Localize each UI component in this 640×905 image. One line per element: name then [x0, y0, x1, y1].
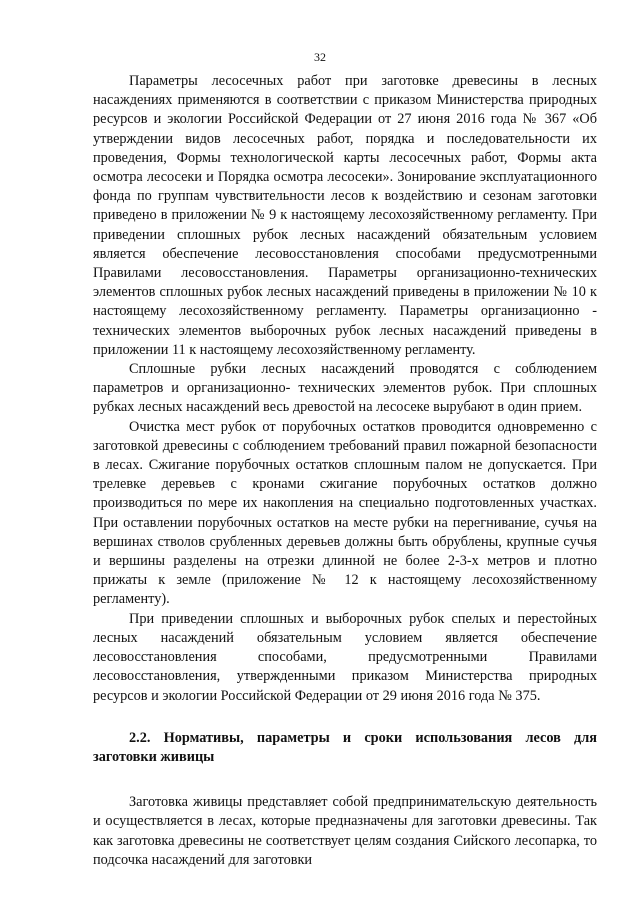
paragraph: Заготовка живицы представляет собой предпринимательскую деятельность и осуществляется в лесах, которые предназначены для заготовки древесины. Так как заготовка древесины не соответствует целям создания Сийского лесопарка, то подсочка насаждений для заготовки — [93, 794, 597, 868]
page-number: 32 — [314, 50, 326, 64]
paragraph: Сплошные рубки лесных насаждений проводятся с соблюдением параметров и организационно- технических элементов рубок. При сплошных рубках лесных насаждений весь древостой на лесосеке вырубают в один прием. — [93, 361, 597, 416]
paragraph: При приведении сплошных и выборочных рубок спелых и перестойных лесных насаждений обязательным условием является обеспечение лесовосстановления способами, предусмотренными Правилами лесовосстановления, утвержденными приказом Министерства природных ресурсов и экологии Российской Федерации от 29 июня 2016 года № 375. — [93, 610, 597, 704]
paragraph: Параметры лесосечных работ при заготовке древесины в лесных насаждениях применяются в соответствии с приказом Министерства природных ресурсов и экологии Российской Федерации от 27 июня 2016 года № 367 «Об утверждении видов лесосечных работ, порядка и последовательности их проведения, Формы технологической карты лесосечных работ, Формы акта осмотра лесосеки и Порядка осмотра лесосеки». Зонирование эксплуатационного фонда по группам чувствительности лесов к воздействию и сезонам заготовки приведено в приложении № 9 к настоящему лесохозяйственному регламенту. При приведении сплошных рубок лесных насаждений обязательным условием является обеспечение лесовосстановления способами предусмотренными Правилами лесовосстановления. Параметры организационно-технических элементов сплошных рубок лесных насаждений приведены в приложении № 10 к настоящему лесохозяйственному регламенту. Параметры организационно - технических элементов выборочных рубок лесных насаждений приведены в приложении 11 к настоящему лесохозяйственному регламенту. — [93, 73, 597, 358]
section-heading: 2.2. Нормативы, параметры и сроки использования лесов для заготовки живицы — [93, 729, 597, 765]
paragraph: Очистка мест рубок от порубочных остатков проводится одновременно с заготовкой древесины с соблюдением требований правил пожарной безопасности в лесах. Сжигание порубочных остатков сплошным палом не допускается. При трелевке деревьев с кронами сжигание порубочных остатков должно производиться по мере их накопления на специально подготовленных участках. При оставлении порубочных остатков на месте рубки на перегнивание, сучья на вершинах стволов срубленных деревьев должны быть обрублены, крупные сучья и вершины разделены на отрезки длинной не более 2-3-х метров и плотно прижаты к земле (приложение № 12 к настоящему лесохозяйственному регламенту). — [93, 418, 597, 608]
document-body — [93, 72, 597, 870]
